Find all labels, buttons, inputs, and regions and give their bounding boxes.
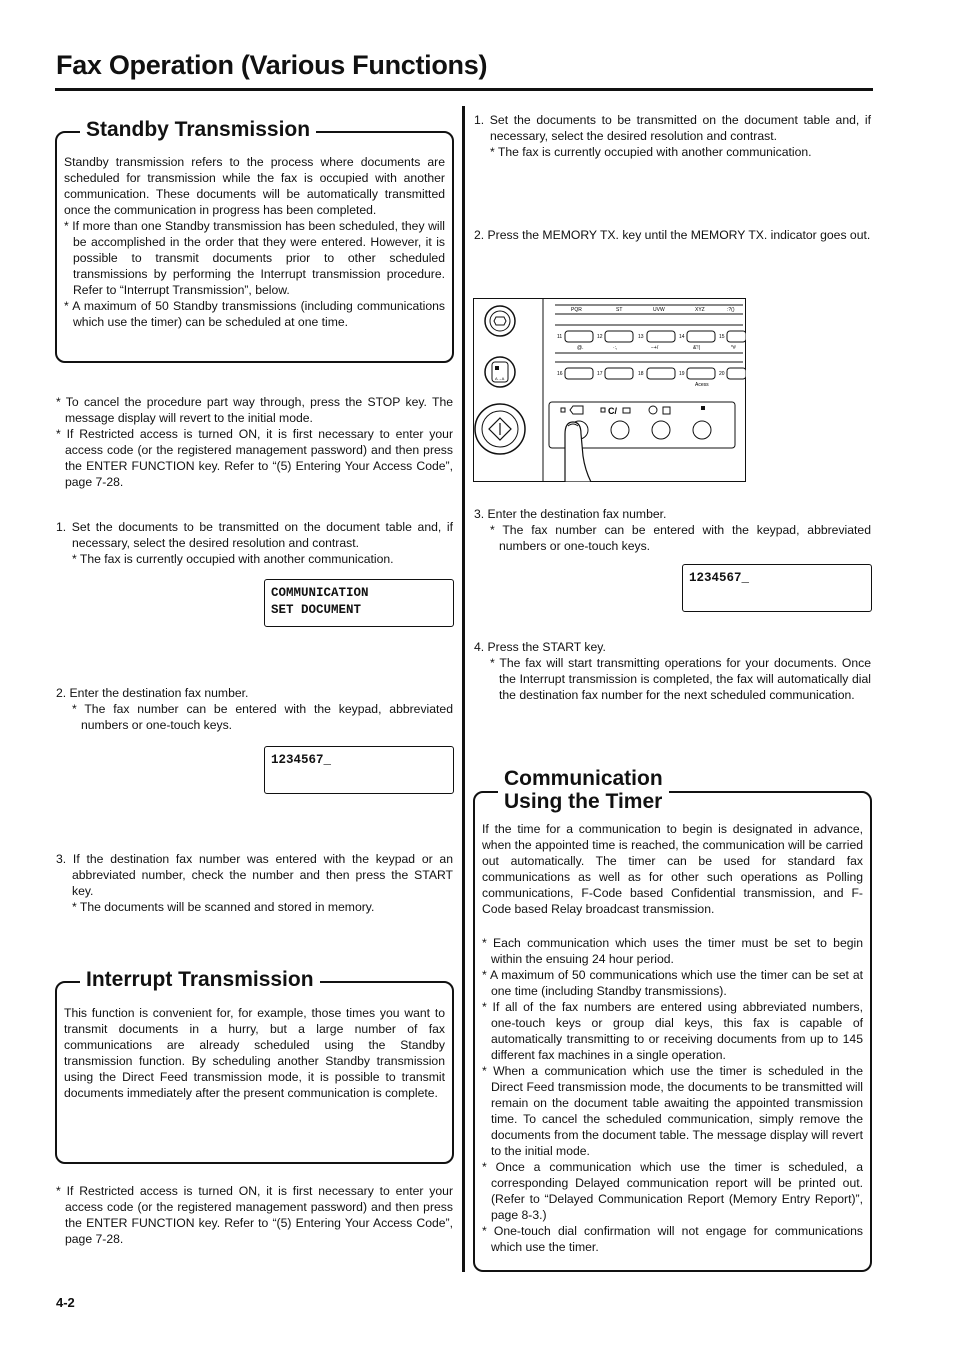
right-step-2 <box>474 227 871 243</box>
standby-title: Standby Transmission <box>80 119 316 140</box>
key-symbols: *# <box>731 345 736 351</box>
left-step-1-sub: * The fax is currently occupied with another communication. <box>72 552 394 566</box>
key-number: 14 <box>679 334 685 340</box>
access-label: Acess <box>695 382 709 388</box>
lcd-line-1: COMMUNICATION <box>271 586 369 600</box>
note-cancel: * To cancel the procedure part way through, press the STOP key. The message display will revert to the initial mode. <box>56 395 453 425</box>
interrupt-notes <box>56 1183 453 1247</box>
timer-note-one-touch: * One-touch dial confirmation will not engage for communications which use the timer. <box>482 1224 863 1254</box>
lcd-display-number-left: 1234567_ <box>264 746 454 794</box>
key-number: 11 <box>557 334 563 340</box>
right-step-1-sub: * The fax is currently occupied with another communication. <box>490 145 812 159</box>
key-symbols: @. <box>577 345 584 351</box>
right-step-2-text: 2. Press the MEMORY TX. key until the MEMORY TX. indicator goes out. <box>474 228 871 242</box>
timer-text <box>482 821 863 1255</box>
interrupt-body: This function is convenient for, for example, those times you want to transmit documents in a hurry, but a large number of fax communications are already scheduled using the Standby transmission function. By scheduling another Standby transmission using the Direct Feed transmission mode, it is possible to transmit documents immediately after the present communication is complete. <box>64 1006 445 1100</box>
timer-note-direct-feed: * When a communication which use the timer is scheduled in the Direct Feed transmission mode, the documents to be transmitted will remain on the document table awaiting the appointed transmission time. To cancel the scheduled communication, simply remove the documents from the document table. The message display will revert to the initial mode. <box>482 1064 863 1158</box>
lcd-line-2: SET DOCUMENT <box>271 603 362 617</box>
timer-title <box>498 767 669 813</box>
page-title: Fax Operation (Various Functions) <box>56 50 488 80</box>
right-step-1 <box>474 112 871 160</box>
key-number: 18 <box>638 371 644 377</box>
timer-intro: If the time for a communication to begin is designated in advance, when the appointed time is reached, the communication will be carried out automatically. The timer can be used for standard fax communications as well as for other such operations as Polling communications, F-Code based Confidential transmission, and F-Code based Relay broadcast transmission. <box>482 822 863 916</box>
letter-label: PQR <box>571 307 582 313</box>
key-number: 12 <box>597 334 603 340</box>
interrupt-note-restricted: * If Restricted access is turned ON, it is first necessary to enter your access code (or the registered management password) and then press the ENTER FUNCTION key. Refer to “(5) Entering Your Access Code”, page 7-28. <box>56 1184 453 1246</box>
letter-label: XYZ <box>695 307 705 313</box>
page-number: 4-2 <box>56 1295 75 1310</box>
title-rule <box>55 88 873 91</box>
right-step-3-text: 3. Enter the destination fax number. <box>474 507 667 521</box>
right-step-3 <box>474 506 871 554</box>
stop-key-icon <box>485 306 515 336</box>
left-step-3-text: 3. If the destination fax number was entered with the keypad or an abbreviated number, check the number and then press the START key. <box>56 852 453 898</box>
standby-text <box>64 154 445 330</box>
right-step-4-text: 4. Press the START key. <box>474 640 606 654</box>
key-symbols: −+/ <box>651 345 659 351</box>
key-number: 16 <box>557 371 563 377</box>
auto-key-icon <box>485 357 515 387</box>
left-step-2 <box>56 685 453 733</box>
left-step-1 <box>56 519 453 567</box>
interrupt-title: Interrupt Transmission <box>80 969 320 990</box>
operation-panel-illustration <box>473 298 746 482</box>
key-symbols: &'!| <box>693 345 700 351</box>
left-step-1-text: 1. Set the documents to be transmitted on the document table and, if necessary, select the desired resolution and contrast. <box>56 520 453 550</box>
timer-note-24h: * Each communication which uses the timer must be set to begin within the ensuing 24 hour period. <box>482 936 863 966</box>
timer-note-max: * A maximum of 50 communications which use the timer can be set at one time (including Standby transmissions). <box>482 968 863 998</box>
left-step-3-sub: * The documents will be scanned and stored in memory. <box>72 900 375 914</box>
column-divider <box>462 106 465 1272</box>
timer-note-145: * If all of the fax numbers are entered using abbreviated numbers, one-touch keys or group dial keys, this fax is capable of automatically transmitting to or receiving documents from up to 145 different fax machines in a single operation. <box>482 1000 863 1062</box>
left-step-2-text: 2. Enter the destination fax number. <box>56 686 249 700</box>
lcd-display-number-right: 1234567_ <box>682 564 872 612</box>
note-restricted: * If Restricted access is turned ON, it is first necessary to enter your access code (or the registered management password) and then press the ENTER FUNCTION key. Refer to “(5) Entering Your Access Code”, page 7-28. <box>56 427 453 489</box>
letter-label: UVW <box>653 307 665 313</box>
standby-intro: Standby transmission refers to the process where documents are scheduled for transmission while the fax is occupied with another communication. These documents will be automatically transmitted once the communication in progress has been completed. <box>64 155 445 217</box>
right-step-3-sub: * The fax number can be entered with the keypad, abbreviated numbers or one-touch keys. <box>490 523 871 553</box>
left-step-2-sub: * The fax number can be entered with the keypad, abbreviated numbers or one-touch keys. <box>72 702 453 732</box>
right-step-1-text: 1. Set the documents to be transmitted on the document table and, if necessary, select the desired resolution and contrast. <box>474 113 871 143</box>
standby-note-max: * A maximum of 50 Standby transmissions (including communications which use the timer) can be scheduled at one time. <box>64 299 445 329</box>
start-key-icon <box>475 404 525 454</box>
key-number: 15 <box>719 334 725 340</box>
letter-label: :?() <box>727 307 735 313</box>
key-number: 19 <box>679 371 685 377</box>
key-number: 17 <box>597 371 603 377</box>
timer-title-line-1: Communication <box>504 767 663 790</box>
right-step-4-sub: * The fax will start transmitting operations for your documents. Once the Interrupt transmission is completed, the fax will automatically dial the destination fax number for the next scheduled communication. <box>490 656 871 702</box>
key-number: 20 <box>719 371 725 377</box>
timer-title-line-2: Using the Timer <box>504 790 663 813</box>
lcd-display-set-document <box>264 579 454 627</box>
left-step-3 <box>56 851 453 915</box>
svg-text:C/: C/ <box>608 406 617 416</box>
timer-note-report: * Once a communication which use the timer is scheduled, a corresponding Delayed communication report will be printed out. (Refer to “Delayed Communication Report (Memory Entry Report)”, page 8-3.) <box>482 1160 863 1222</box>
standby-note-order: * If more than one Standby transmission has been scheduled, they will be accomplished in the order that they were entered. However, it is possible to transmit documents prior to other scheduled transmissions by performing the Interrupt transmission procedure. Refer to “Interrupt Transmission”, below. <box>64 219 445 297</box>
left-notes <box>56 394 453 490</box>
auto-key-label: A→A <box>495 376 505 381</box>
right-step-4 <box>474 639 871 703</box>
key-number: 13 <box>638 334 644 340</box>
letter-label: ST <box>616 307 623 313</box>
key-symbols: ·:, <box>613 345 618 351</box>
